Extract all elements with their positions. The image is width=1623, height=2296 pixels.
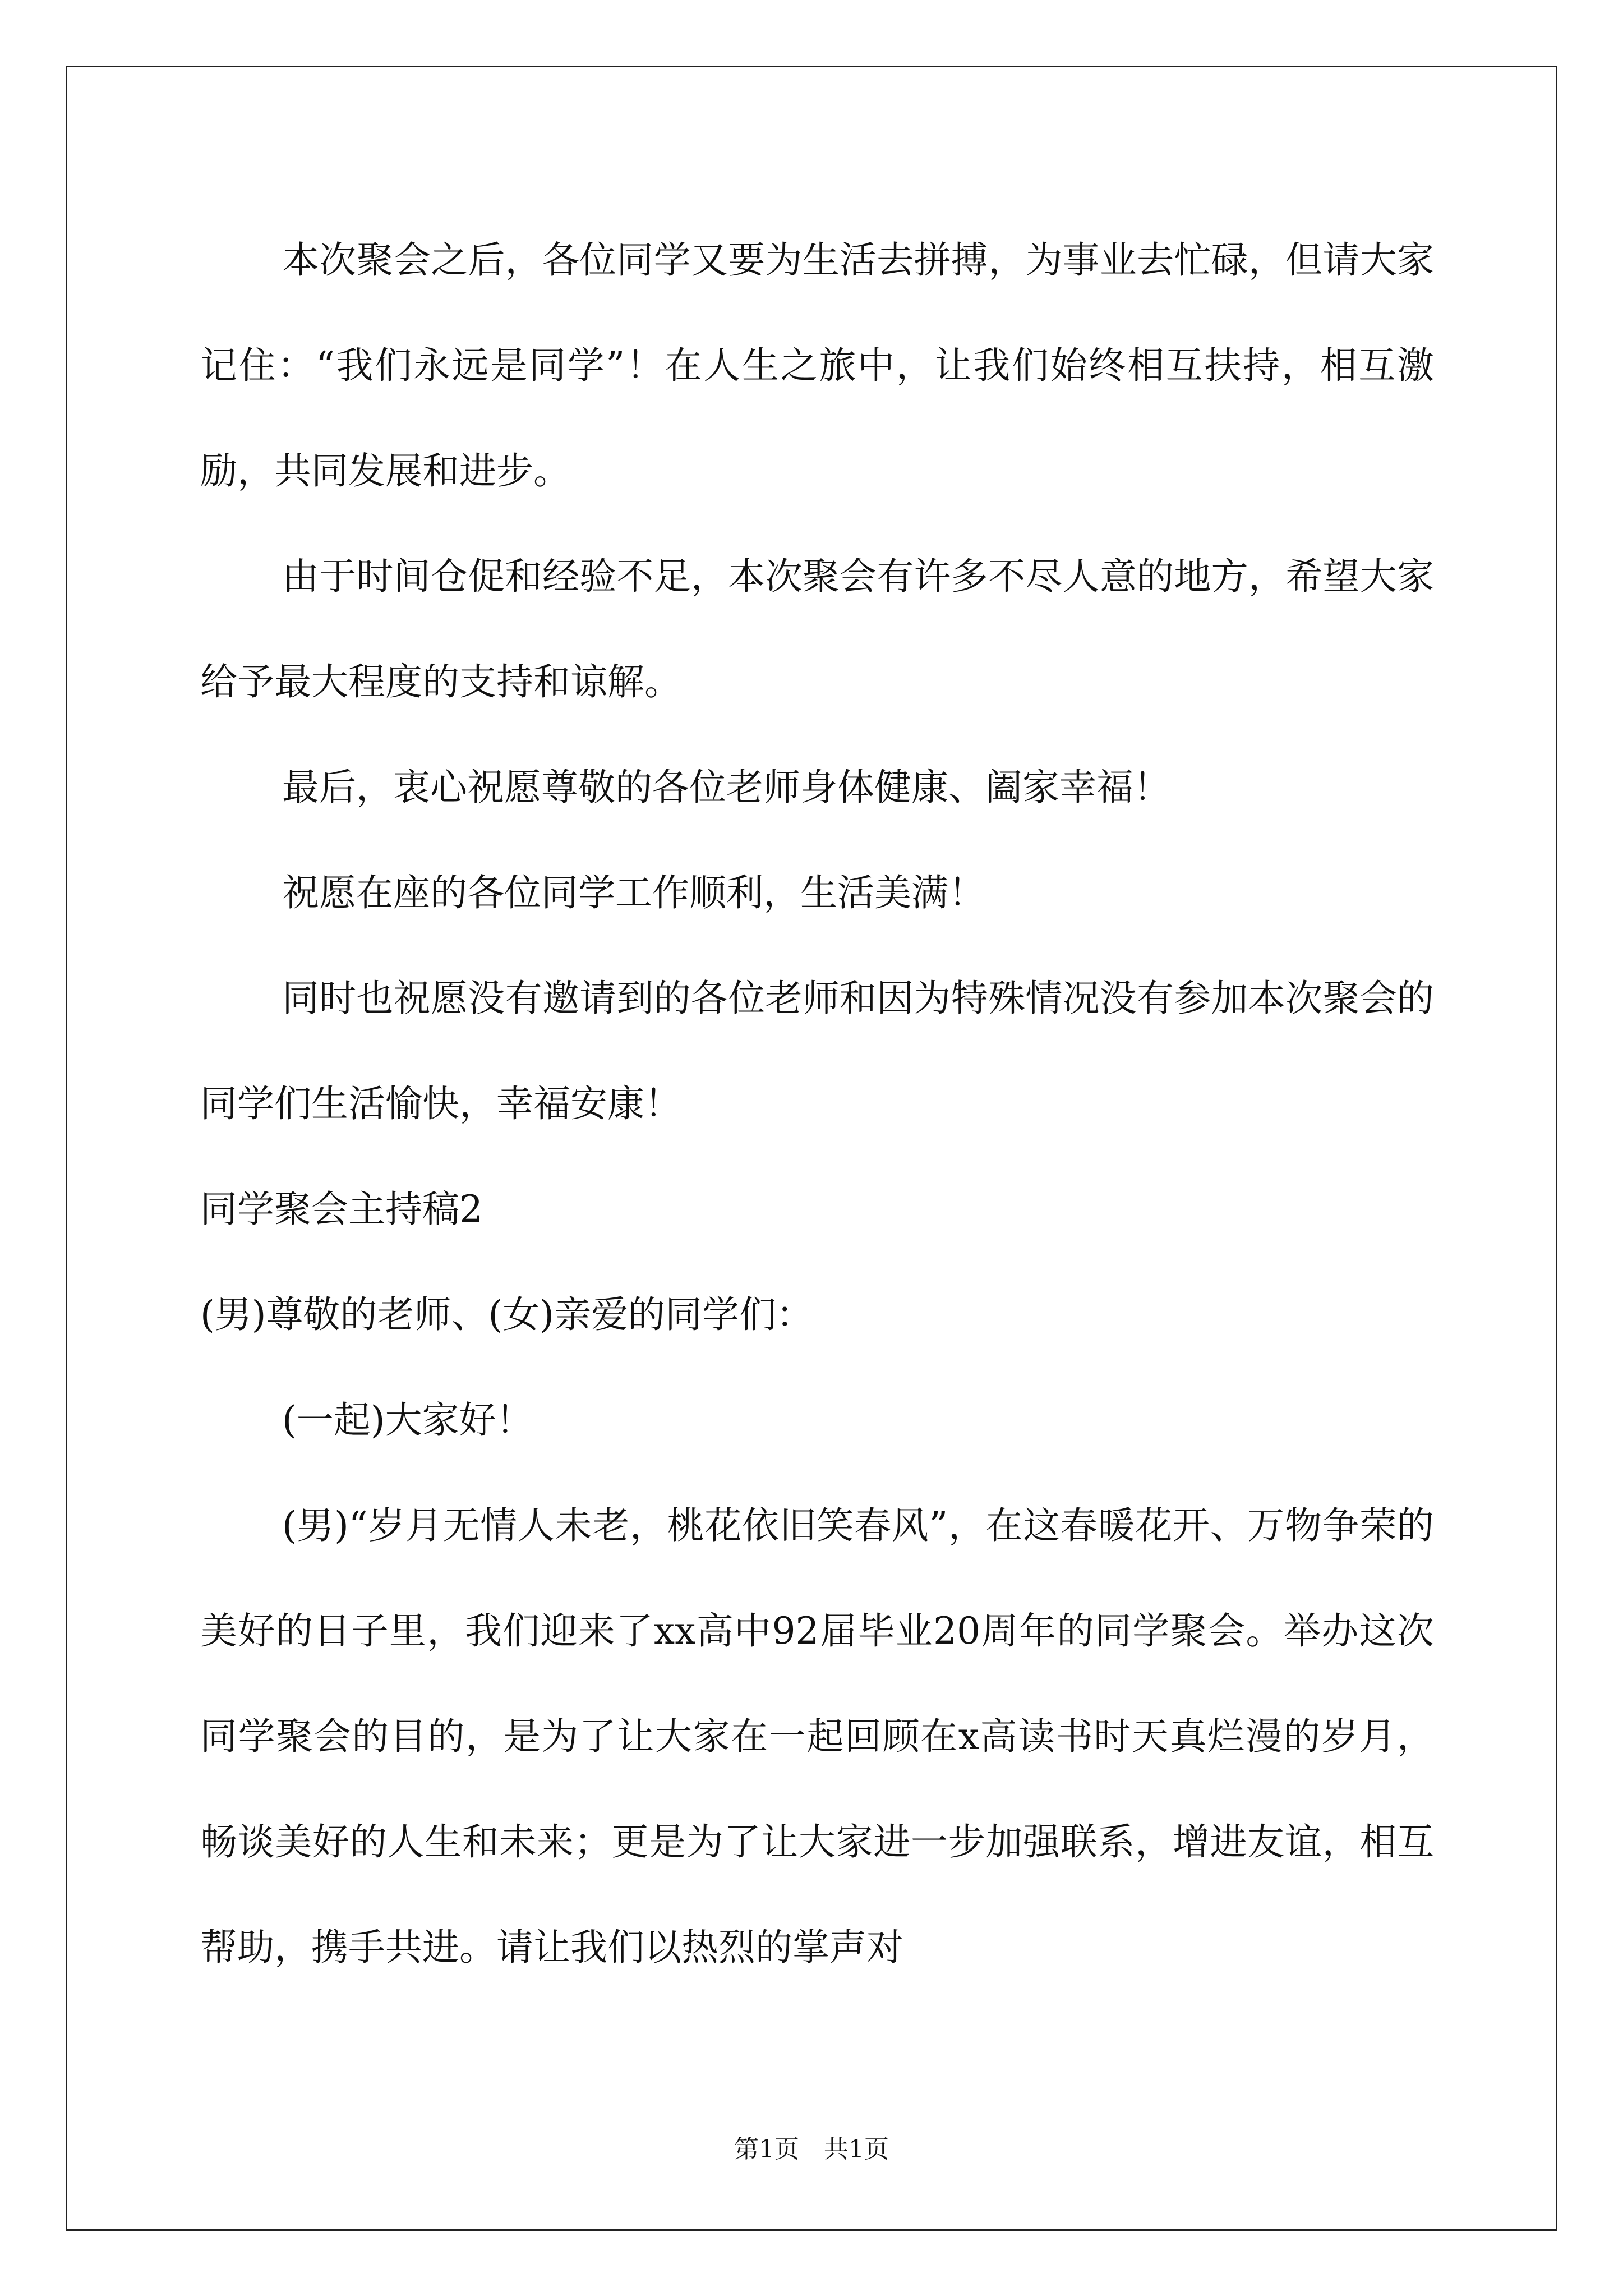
page-number-footer: 第1页 共1页 <box>734 2135 889 2164</box>
paragraph: (一起)大家好！ <box>282 1398 533 1442</box>
document-body <box>200 208 1434 2000</box>
paragraph: 最后，衷心祝愿尊敬的各位老师身体健康、阖家幸福！ <box>282 766 1170 809</box>
paragraph: (男)“岁月无情人未老，桃花依旧笑春风”，在这春暖花开、万物争荣的美好的日子里，我们迎来了xx高中92届毕业20周年的同学聚会。举办这次同学聚会的目的，是为了让大家在一起回顾在x高读书时天真烂漫的岁月，畅谈美好的人生和未来；更是为了让大家进一步加强联系，增进友谊，相互帮助，携手共进。请让我们以热烈的掌声对 <box>200 1504 1434 1969</box>
paragraph: 同时也祝愿没有邀请到的各位老师和因为特殊情况没有参加本次聚会的同学们生活愉快，幸福安康！ <box>200 977 1434 1125</box>
paragraph: 祝愿在座的各位同学工作顺利，生活美满！ <box>282 871 985 914</box>
paragraph: 由于时间仓促和经验不足，本次聚会有许多不尽人意的地方，希望大家给予最大程度的支持和谅解。 <box>200 555 1434 703</box>
section-title: 同学聚会主持稿2 <box>200 1188 483 1231</box>
salutation: (男)尊敬的老师、(女)亲爱的同学们： <box>200 1293 813 1336</box>
paragraph: 本次聚会之后，各位同学又要为生活去拼搏，为事业去忙碌，但请大家记住：“我们永远是同学”！在人生之旅中，让我们始终相互扶持，相互激励，共同发展和进步。 <box>200 238 1434 493</box>
